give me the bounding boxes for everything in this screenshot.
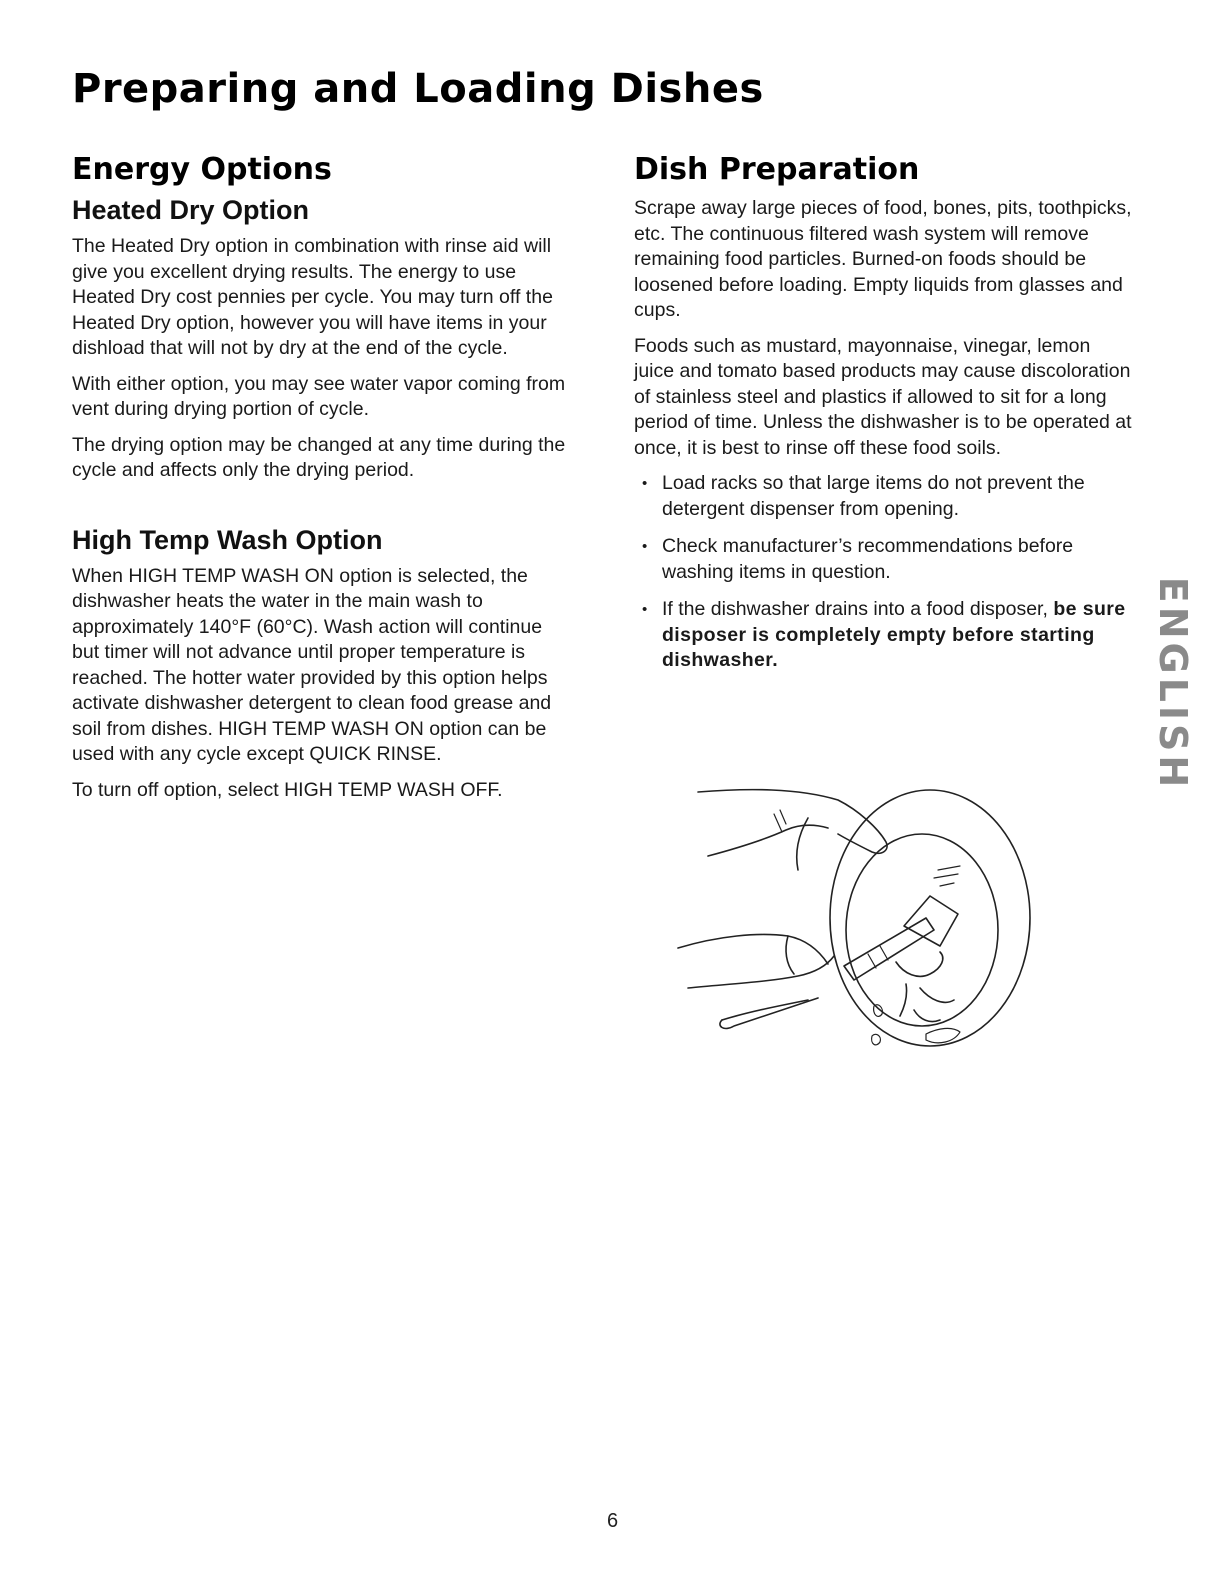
heated-dry-paragraph: The drying option may be changed at any time during the cycle and affects only the drying period.	[72, 433, 566, 481]
dish-prep-bullet-list	[634, 471, 1134, 674]
right-column	[634, 150, 1134, 686]
side-tab-label: ENGLISH	[1151, 576, 1196, 792]
bullet-item: • Check manufacturer’s recommendations before washing items in question.	[634, 534, 1134, 585]
dish-prep-paragraph: Foods such as mustard, mayonnaise, vinegar, lemon juice and tomato based products may cause discoloration of stainless steel and plastics if allowed to sit for a long period of time. Unless the dishwasher is to be operated at once, it is best to rinse off these food soils.	[634, 334, 1132, 459]
page-number: 6	[606, 1510, 619, 1532]
high-temp-wash-heading: High Temp Wash Option	[72, 524, 383, 555]
high-temp-paragraph: To turn off option, select HIGH TEMP WASH OFF.	[72, 778, 503, 801]
bullet-bold-warning: be sure disposer is completely empty before starting dishwasher.	[662, 598, 1126, 671]
heated-dry-paragraph: The Heated Dry option in combination with rinse aid will give you excellent drying results. The energy to use Heated Dry cost pennies per cycle. You may turn off the Heated Dry option, however you will have items in your dishload that will not by dry at the end of the cycle.	[72, 235, 553, 359]
dish-prep-paragraph: Scrape away large pieces of food, bones, pits, toothpicks, etc. The continuous filtered wash system will remove remaining food particles. Burned-on foods should be loosened before loading. Empty liquids from glasses and cups.	[634, 197, 1132, 321]
plate-scraping-illustration	[668, 770, 1048, 1070]
left-column	[72, 150, 572, 813]
bullet-item	[634, 597, 1134, 674]
bullet-item: • Load racks so that large items do not prevent the detergent dispenser from opening.	[634, 471, 1134, 522]
page-title: Preparing and Loading Dishes	[72, 66, 764, 112]
dish-preparation-heading: Dish Preparation	[634, 152, 920, 187]
energy-options-heading: Energy Options	[72, 152, 332, 187]
heated-dry-heading: Heated Dry Option	[72, 195, 310, 225]
bullet-text: If the dishwasher drains into a food disposer,	[662, 598, 1048, 620]
high-temp-paragraph: When HIGH TEMP WASH ON option is selected, the dishwasher heats the water in the main wash to approximately 140°F (60°C). Wash action will continue but timer will not advance until proper temperature is reached. The hotter water provided by this option helps activate dishwasher detergent to clean food grease and soil from dishes. HIGH TEMP WASH ON option can be used with any cycle except QUICK RINSE.	[72, 564, 552, 765]
heated-dry-paragraph: With either option, you may see water vapor coming from vent during drying portion of cycle.	[72, 372, 566, 420]
language-side-tab	[1151, 566, 1196, 802]
